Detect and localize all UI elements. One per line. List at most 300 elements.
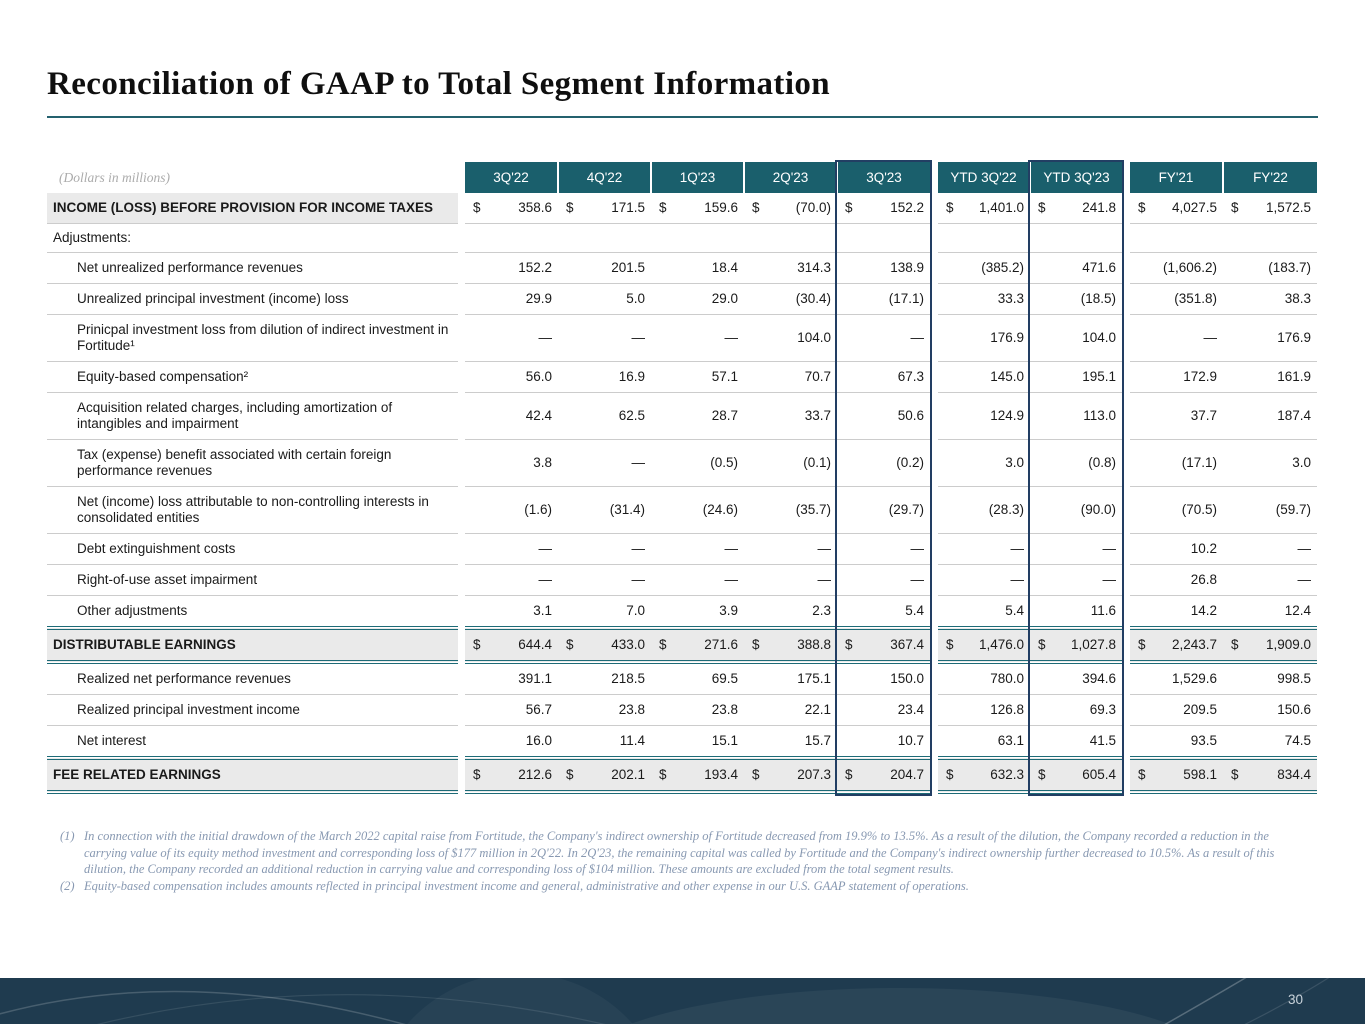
currency-symbol: $ (845, 767, 853, 782)
value-cell (744, 440, 837, 487)
value-text: 1,401.0 (978, 200, 1024, 215)
value-text: — (631, 572, 645, 587)
footnote-item (60, 878, 1308, 895)
value-cell (837, 726, 930, 759)
row-label: Right-of-use asset impairment (47, 565, 458, 596)
value-cell (465, 726, 558, 759)
column-spacer (1122, 393, 1130, 440)
value-cell (1223, 440, 1317, 487)
value-cell (465, 253, 558, 284)
currency-symbol: $ (473, 200, 481, 215)
value-text: 176.9 (990, 330, 1024, 345)
value-cell (837, 362, 930, 393)
value-cell (744, 695, 837, 726)
value-cell (837, 662, 930, 695)
value-text: 37.7 (1190, 408, 1217, 423)
value-text: 3.9 (719, 603, 738, 618)
value-cell (1130, 284, 1223, 315)
column-spacer (1122, 628, 1130, 662)
reconciliation-table (47, 162, 1317, 794)
value-text: — (1010, 572, 1024, 587)
value-text: (18.5) (1080, 291, 1116, 306)
value-cell (837, 758, 930, 792)
row-label: Realized net performance revenues (47, 662, 458, 695)
value-cell (651, 758, 744, 792)
value-text: 175.1 (797, 671, 831, 686)
table-row (47, 565, 1317, 596)
value-text: 104.0 (797, 330, 831, 345)
column-spacer (458, 162, 465, 193)
value-cell (744, 534, 837, 565)
table-row (47, 253, 1317, 284)
value-cell (1030, 695, 1122, 726)
value-text: (1,606.2) (1162, 260, 1217, 275)
value-text: 1,027.8 (1070, 637, 1116, 652)
value-text: (28.3) (988, 502, 1024, 517)
value-cell (938, 565, 1030, 596)
value-cell (837, 224, 930, 253)
value-text: 18.4 (711, 260, 738, 275)
page-number: 30 (1287, 992, 1303, 1007)
value-text: 161.9 (1277, 369, 1311, 384)
value-text: 394.6 (1082, 671, 1116, 686)
value-cell (465, 596, 558, 629)
column-spacer (930, 695, 938, 726)
column-spacer (458, 440, 465, 487)
value-cell (938, 362, 1030, 393)
value-text: — (538, 330, 552, 345)
value-cell (1130, 565, 1223, 596)
value-text: 63.1 (997, 733, 1024, 748)
units-note-cell (47, 162, 458, 193)
value-text: (29.7) (888, 502, 924, 517)
value-cell (1030, 224, 1122, 253)
value-cell (1030, 393, 1122, 440)
value-text: 23.4 (897, 702, 924, 717)
value-text: 207.3 (797, 767, 831, 782)
column-spacer (930, 193, 938, 224)
value-cell (1030, 193, 1122, 224)
value-cell (651, 440, 744, 487)
value-cell (938, 726, 1030, 759)
table-row (47, 596, 1317, 629)
value-cell (744, 224, 837, 253)
value-cell (744, 193, 837, 224)
value-text: — (817, 572, 831, 587)
column-header-ytd-3q-23: YTD 3Q'23 (1030, 162, 1122, 193)
value-cell (1130, 534, 1223, 565)
value-text: 152.2 (518, 260, 552, 275)
value-cell (1130, 726, 1223, 759)
value-text: 433.0 (611, 637, 645, 652)
value-cell (465, 487, 558, 534)
table-row (47, 695, 1317, 726)
value-text: — (1010, 541, 1024, 556)
value-text: (1.6) (524, 502, 552, 517)
table-row (47, 534, 1317, 565)
value-text: 15.1 (711, 733, 738, 748)
column-spacer (1122, 253, 1130, 284)
value-text: 176.9 (1277, 330, 1311, 345)
value-text: 15.7 (804, 733, 831, 748)
value-text: 16.0 (525, 733, 552, 748)
value-text: 780.0 (990, 671, 1024, 686)
column-spacer (458, 315, 465, 362)
value-text: — (910, 330, 924, 345)
value-cell (1223, 596, 1317, 629)
value-cell (465, 193, 558, 224)
value-cell (837, 695, 930, 726)
value-text: (0.8) (1088, 455, 1116, 470)
table-row (47, 487, 1317, 534)
value-text: 124.9 (990, 408, 1024, 423)
value-cell (1223, 758, 1317, 792)
value-cell (1030, 758, 1122, 792)
value-cell (938, 393, 1030, 440)
row-label: INCOME (LOSS) BEFORE PROVISION FOR INCOME TAXES (47, 193, 458, 224)
value-cell (938, 487, 1030, 534)
column-header-4q-22: 4Q'22 (558, 162, 651, 193)
value-text: 33.7 (804, 408, 831, 423)
column-spacer (458, 362, 465, 393)
value-cell (744, 596, 837, 629)
value-text: 159.6 (704, 200, 738, 215)
value-text: 1,529.6 (1171, 671, 1217, 686)
value-cell (465, 284, 558, 315)
column-spacer (1122, 726, 1130, 759)
value-text: 7.0 (626, 603, 645, 618)
value-cell (465, 440, 558, 487)
footnote-text: In connection with the initial drawdown of the March 2022 capital raise from Fortitude, the Company's indirect ownership of Fortitude decreased from 19.9% to 13.5%. As a result of the dilution, the Company recorded a reduction in the carrying value of its equity method investment and corresponding loss of $177 million in 2Q'22. In 2Q'23, the remaining capital was called by Fortitude and the Company's indirect ownership further decreased to 10.5%. As a result of this dilution, the Company recorded an additional reduction in carrying value and corresponding loss of $104 million. These amounts are excluded from the total segment results. (84, 829, 1275, 876)
value-cell (558, 253, 651, 284)
value-cell (1223, 487, 1317, 534)
value-cell (558, 726, 651, 759)
column-spacer (1122, 487, 1130, 534)
column-spacer (930, 315, 938, 362)
slide-content (47, 0, 1318, 794)
value-text: 26.8 (1190, 572, 1217, 587)
currency-symbol: $ (473, 637, 481, 652)
value-cell (744, 662, 837, 695)
column-spacer (930, 362, 938, 393)
value-cell (465, 565, 558, 596)
value-cell (1030, 726, 1122, 759)
currency-symbol: $ (566, 637, 574, 652)
table-row (47, 362, 1317, 393)
value-text: 23.8 (618, 702, 645, 717)
value-text: 209.5 (1183, 702, 1217, 717)
value-cell (1130, 487, 1223, 534)
value-text: 70.7 (804, 369, 831, 384)
value-cell (1223, 628, 1317, 662)
value-cell (1130, 224, 1223, 253)
value-text: 998.5 (1277, 671, 1311, 686)
column-spacer (930, 284, 938, 315)
value-text: — (724, 572, 738, 587)
column-spacer (458, 565, 465, 596)
value-cell (744, 726, 837, 759)
value-text: 834.4 (1277, 767, 1311, 782)
currency-symbol: $ (1231, 767, 1239, 782)
value-cell (558, 695, 651, 726)
currency-symbol: $ (752, 767, 760, 782)
value-cell (1130, 393, 1223, 440)
value-cell (837, 565, 930, 596)
value-text: 5.4 (905, 603, 924, 618)
column-header-3q-23: 3Q'23 (837, 162, 930, 193)
column-header-2q-23: 2Q'23 (744, 162, 837, 193)
value-cell (837, 284, 930, 315)
value-cell (837, 393, 930, 440)
table-row (47, 284, 1317, 315)
value-text: 16.9 (618, 369, 645, 384)
value-cell (1030, 440, 1122, 487)
value-text: 150.6 (1277, 702, 1311, 717)
value-text: — (724, 541, 738, 556)
value-cell (465, 315, 558, 362)
value-text: 4,027.5 (1171, 200, 1217, 215)
value-cell (1223, 253, 1317, 284)
value-cell (938, 284, 1030, 315)
value-text: (17.1) (888, 291, 924, 306)
table-row (47, 726, 1317, 759)
value-cell (837, 193, 930, 224)
currency-symbol: $ (1038, 637, 1046, 652)
value-cell (651, 224, 744, 253)
value-cell (1130, 362, 1223, 393)
value-cell (651, 695, 744, 726)
value-text: 2,243.7 (1171, 637, 1217, 652)
value-cell (1030, 565, 1122, 596)
currency-symbol: $ (1138, 200, 1146, 215)
value-cell (744, 393, 837, 440)
column-spacer (930, 758, 938, 792)
row-label: Unrealized principal investment (income) loss (47, 284, 458, 315)
column-header-fy-21: FY'21 (1130, 162, 1223, 193)
column-header-ytd-3q-22: YTD 3Q'22 (938, 162, 1030, 193)
value-text: — (910, 572, 924, 587)
currency-symbol: $ (946, 767, 954, 782)
value-text: 172.9 (1183, 369, 1217, 384)
value-text: (90.0) (1080, 502, 1116, 517)
row-label: Realized principal investment income (47, 695, 458, 726)
column-spacer (458, 695, 465, 726)
column-spacer (1122, 596, 1130, 629)
table-header-row (47, 162, 1317, 193)
value-cell (837, 315, 930, 362)
value-cell (1223, 393, 1317, 440)
value-cell (651, 596, 744, 629)
value-cell (938, 596, 1030, 629)
column-spacer (458, 393, 465, 440)
value-cell (465, 393, 558, 440)
column-spacer (1122, 565, 1130, 596)
value-cell (1030, 315, 1122, 362)
column-spacer (458, 758, 465, 792)
value-text: 218.5 (611, 671, 645, 686)
table-row (47, 393, 1317, 440)
value-cell (1130, 193, 1223, 224)
value-cell (1223, 726, 1317, 759)
value-cell (558, 315, 651, 362)
value-text: 212.6 (518, 767, 552, 782)
value-text: (59.7) (1275, 502, 1311, 517)
value-text: 644.4 (518, 637, 552, 652)
value-text: 271.6 (704, 637, 738, 652)
column-spacer (458, 487, 465, 534)
column-spacer (930, 662, 938, 695)
row-label: Prinicpal investment loss from dilution of indirect investment in Fortitude¹ (47, 315, 458, 362)
value-text: 5.4 (1005, 603, 1024, 618)
value-cell (651, 534, 744, 565)
value-cell (1130, 253, 1223, 284)
value-text: 56.7 (525, 702, 552, 717)
value-text: — (1102, 541, 1116, 556)
value-text: 598.1 (1183, 767, 1217, 782)
row-label: Acquisition related charges, including amortization of intangibles and impairment (47, 393, 458, 440)
value-text: 126.8 (990, 702, 1024, 717)
table-row (47, 662, 1317, 695)
value-cell (744, 284, 837, 315)
value-text: 10.7 (897, 733, 924, 748)
value-text: 204.7 (890, 767, 924, 782)
value-cell (651, 726, 744, 759)
value-cell (1130, 315, 1223, 362)
value-text: 69.5 (711, 671, 738, 686)
value-cell (558, 362, 651, 393)
value-cell (1030, 534, 1122, 565)
value-text: 113.0 (1083, 408, 1116, 423)
currency-symbol: $ (1231, 637, 1239, 652)
value-text: (183.7) (1268, 260, 1311, 275)
value-text: — (631, 541, 645, 556)
value-cell (938, 315, 1030, 362)
value-text: (0.5) (710, 455, 738, 470)
value-cell (651, 315, 744, 362)
column-spacer (1122, 224, 1130, 253)
value-cell (558, 758, 651, 792)
value-text: 12.4 (1284, 603, 1311, 618)
column-spacer (458, 726, 465, 759)
column-spacer (930, 440, 938, 487)
currency-symbol: $ (659, 637, 667, 652)
value-text: 93.5 (1190, 733, 1217, 748)
currency-symbol: $ (566, 767, 574, 782)
value-cell (558, 534, 651, 565)
value-text: 1,909.0 (1265, 637, 1311, 652)
value-cell (1223, 362, 1317, 393)
column-spacer (458, 628, 465, 662)
currency-symbol: $ (473, 767, 481, 782)
value-text: — (538, 572, 552, 587)
value-text: 56.0 (525, 369, 552, 384)
footer-bar (0, 978, 1365, 1024)
column-spacer (930, 565, 938, 596)
value-cell (938, 253, 1030, 284)
value-text: (17.1) (1181, 455, 1217, 470)
column-header-fy-22: FY'22 (1223, 162, 1317, 193)
value-text: 145.0 (990, 369, 1024, 384)
value-text: 57.1 (711, 369, 738, 384)
column-spacer (458, 662, 465, 695)
value-cell (837, 440, 930, 487)
currency-symbol: $ (845, 200, 853, 215)
value-text: — (1297, 572, 1311, 587)
row-label: Other adjustments (47, 596, 458, 629)
column-spacer (930, 596, 938, 629)
value-cell (1130, 662, 1223, 695)
value-text: 195.1 (1082, 369, 1116, 384)
column-spacer (1122, 662, 1130, 695)
value-text: 632.3 (990, 767, 1024, 782)
value-cell (1130, 628, 1223, 662)
value-text: 11.6 (1090, 603, 1116, 618)
value-text: 150.0 (890, 671, 924, 686)
value-text: 314.3 (797, 260, 831, 275)
value-cell (1223, 695, 1317, 726)
table-row (47, 440, 1317, 487)
column-spacer (458, 193, 465, 224)
value-cell (1130, 695, 1223, 726)
value-text: 391.1 (518, 671, 552, 686)
table-row (47, 193, 1317, 224)
value-text: 22.1 (804, 702, 831, 717)
row-label: DISTRIBUTABLE EARNINGS (47, 628, 458, 662)
value-cell (1223, 224, 1317, 253)
column-spacer (1122, 284, 1130, 315)
value-text: (31.4) (609, 502, 645, 517)
value-text: 202.1 (611, 767, 645, 782)
value-cell (558, 193, 651, 224)
value-cell (1030, 284, 1122, 315)
column-spacer (1122, 440, 1130, 487)
column-spacer (1122, 193, 1130, 224)
value-cell (1223, 662, 1317, 695)
footer-decoration-arcs (0, 978, 1365, 1024)
column-spacer (1122, 758, 1130, 792)
column-spacer (458, 253, 465, 284)
value-text: 193.4 (704, 767, 738, 782)
column-spacer (458, 596, 465, 629)
value-cell (651, 284, 744, 315)
value-text: 3.0 (1292, 455, 1311, 470)
value-text: — (910, 541, 924, 556)
value-cell (938, 758, 1030, 792)
value-text: — (724, 330, 738, 345)
value-cell (744, 628, 837, 662)
value-cell (558, 565, 651, 596)
value-text: 42.4 (525, 408, 552, 423)
value-cell (1030, 362, 1122, 393)
currency-symbol: $ (946, 200, 954, 215)
value-cell (558, 596, 651, 629)
value-text: 138.9 (890, 260, 924, 275)
value-text: 29.0 (711, 291, 738, 306)
currency-symbol: $ (659, 200, 667, 215)
column-spacer (930, 726, 938, 759)
value-cell (938, 662, 1030, 695)
value-text: 201.5 (611, 260, 645, 275)
value-text: (24.6) (702, 502, 738, 517)
row-label: Debt extinguishment costs (47, 534, 458, 565)
value-cell (1030, 662, 1122, 695)
column-spacer (458, 224, 465, 253)
value-text: 358.6 (518, 200, 552, 215)
value-cell (1030, 487, 1122, 534)
value-cell (938, 628, 1030, 662)
column-spacer (1122, 534, 1130, 565)
value-text: 1,572.5 (1265, 200, 1311, 215)
